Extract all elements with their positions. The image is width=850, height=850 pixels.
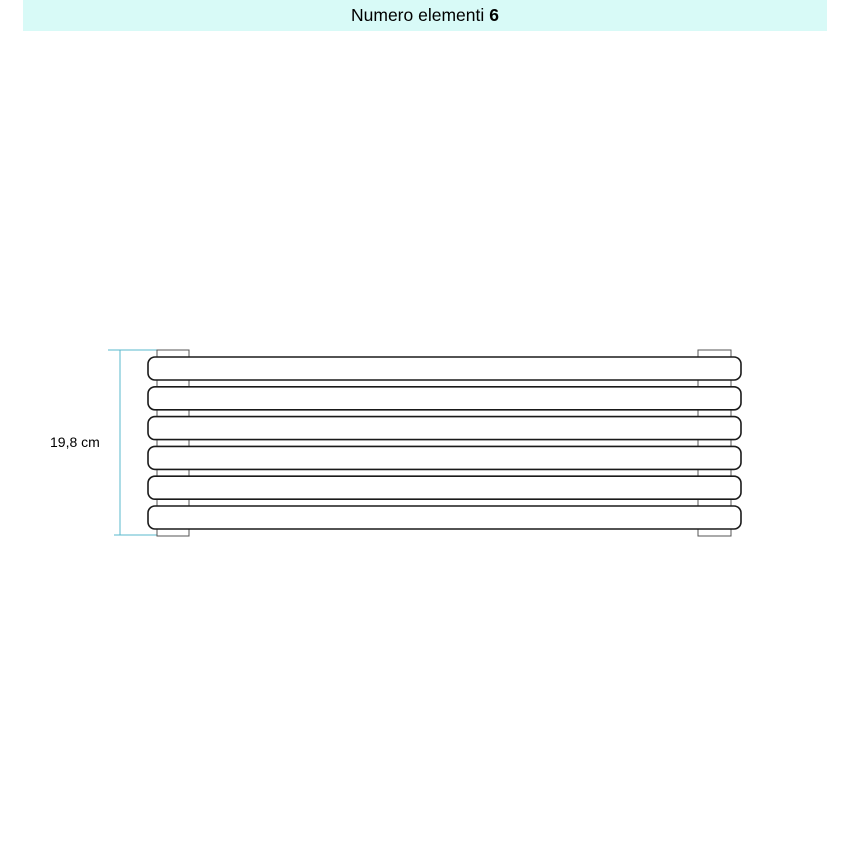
radiator-tube-3 [148,417,741,440]
header-label: Numero elementi [351,5,485,25]
radiator-tube-1 [148,357,741,380]
element-count: 6 [489,5,499,25]
radiator-tube-2 [148,387,741,410]
radiator-tube-6 [148,506,741,529]
radiator-tubes [148,357,741,529]
height-dimension-label: 19,8 cm [50,434,100,450]
radiator-tube-4 [148,446,741,469]
radiator-tube-5 [148,476,741,499]
